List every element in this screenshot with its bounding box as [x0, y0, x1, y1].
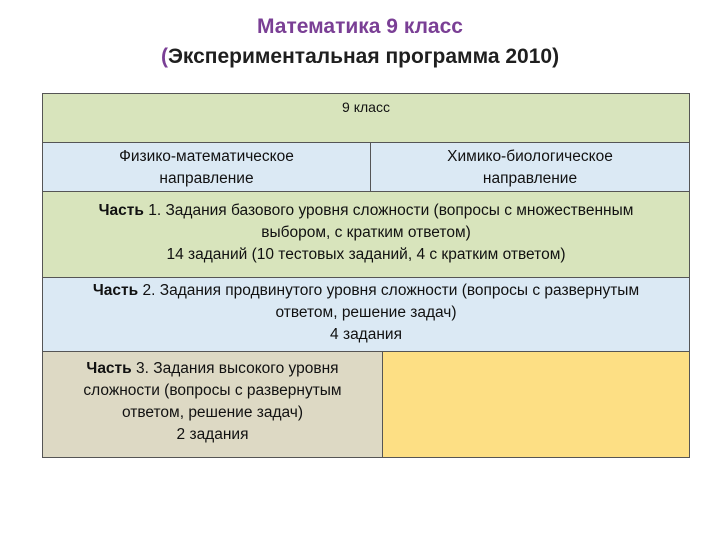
part2-line-1: [49, 280, 683, 302]
title-line-1: Математика 9 класс: [257, 15, 463, 38]
physmath-label-1: Физико-математическое: [119, 148, 294, 165]
grade-header: 9 класс: [342, 99, 390, 115]
part1-line-3: 14 заданий (10 тестовых заданий, 4 с кратким ответом): [166, 246, 566, 263]
part2-text-1: Задания продвинутого уровня сложности (вопросы с развернутым: [155, 282, 640, 299]
part3-line-1: [49, 358, 376, 380]
part1-cell: [43, 192, 690, 278]
part1-text-1: Задания базового уровня сложности (вопросы с множественным: [161, 202, 634, 219]
part3-cell: [43, 352, 383, 458]
part3-number: 3.: [136, 360, 149, 377]
physmath-track-cell: [43, 143, 371, 192]
part3-line-2: сложности (вопросы с развернутым: [83, 382, 342, 399]
part2-cell: [43, 278, 690, 352]
part2-line-2: ответом, решение задач): [275, 304, 457, 321]
part3-line-4: 2 задания: [176, 426, 249, 443]
chembio-label-2: направление: [482, 170, 578, 187]
physmath-label-2: направление: [159, 170, 254, 187]
part2-label: Часть: [92, 282, 139, 299]
title-line-2: [0, 42, 720, 72]
title-paren: (: [160, 45, 168, 68]
empty-yellow-cell: [383, 352, 690, 458]
part3-line-3: ответом, решение задач): [121, 404, 304, 421]
part2-line-3: 4 задания: [330, 326, 402, 343]
part1-number: 1.: [148, 202, 162, 219]
part3-label: Часть: [86, 360, 132, 377]
chembio-track-cell: [371, 143, 690, 192]
part2-number: 2.: [142, 282, 156, 299]
program-table: [42, 93, 690, 458]
grade-header-cell: [43, 94, 690, 143]
part1-line-1: [49, 200, 683, 222]
part3-text-1: Задания высокого уровня: [148, 360, 339, 377]
chembio-label-1: Химико-биологическое: [447, 148, 613, 165]
title-program: Экспериментальная программа 2010): [167, 45, 560, 68]
page-title: [0, 12, 720, 72]
part1-label: Часть: [98, 202, 144, 219]
part1-line-2: выбором, с кратким ответом): [261, 224, 471, 241]
